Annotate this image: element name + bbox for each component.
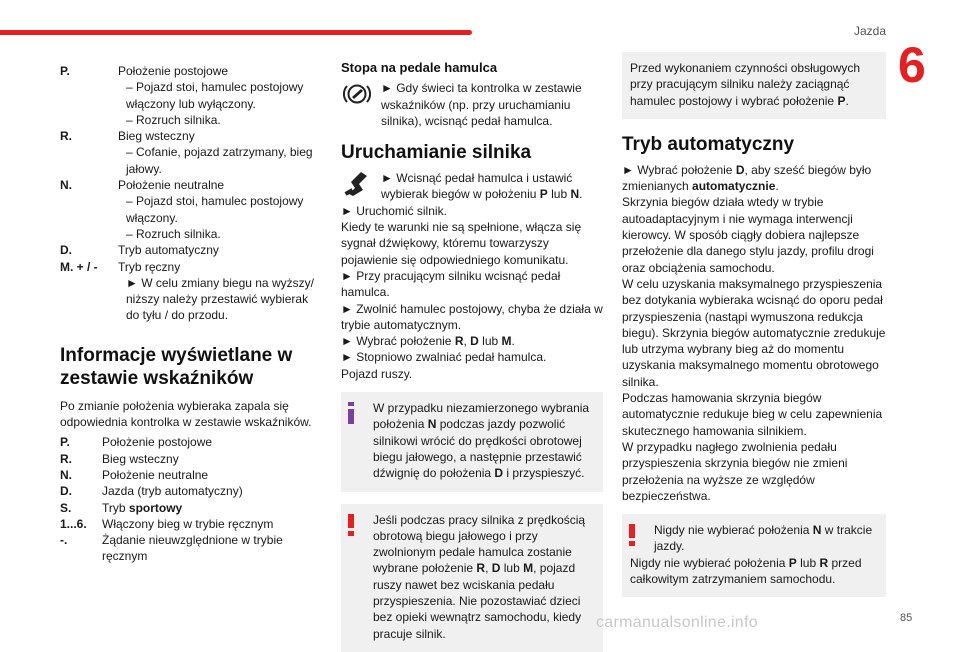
- list-item: [60, 451, 322, 467]
- paragraph: Podczas hamowania skrzynia biegów automatycznie redukuje bieg w celu zapewnienia skutecznego hamowania silnikiem.: [622, 391, 883, 438]
- position-detail: ► W celu zmiany biegu na wyższy/ niższy należy przestawić wybierak do tyłu / do przodu.: [126, 275, 314, 323]
- indicator-key: R.: [60, 451, 72, 466]
- indicator-key: N.: [60, 467, 72, 482]
- indicator-label: Włączony bieg w trybie ręcznym: [102, 516, 274, 531]
- paragraph: W przypadku nagłego zwolnienia pedału przyspieszenia skrzynia biegów nie zmieni przełożenia na wyższe ze względów bezpieczeństwa.: [622, 439, 848, 503]
- paragraph: ► Przy pracującym silniku wcisnąć pedał hamulca.: [341, 268, 561, 300]
- brake-pedal-warning-icon: [341, 80, 373, 108]
- info-icon: [347, 402, 355, 424]
- info-box: W przypadku niezamierzonego wybrania położenia N podczas jazdy pozwolić silnikowi wrócić do prędkości obrotowej biegu jałowego, a następnie przestawić dźwignię do położenia D i przyspieszyć.: [341, 392, 603, 491]
- position-key: P.: [60, 64, 70, 78]
- warning-box: Jeśli podczas pracy silnika z prędkością obrotową biegu jałowego i przy zwolnionym pedale hamulca zostanie wybrane położenie R, D lub M, pojazd ruszy nawet bez wciskania pedału przyspieszenia. Nie pozostawiać dzieci bez opieki wewnątrz samochodu, kiedy pracuje silnik.: [341, 504, 603, 652]
- position-label: Położenie postojowe: [118, 64, 229, 78]
- paragraph: ► Gdy świeci ta kontrolka w zestawie wskaźników (np. przy uruchamianiu silnika), wcisnąć pedał hamulca.: [381, 81, 582, 128]
- position-detail: – Rozruch silnika.: [126, 226, 221, 241]
- page-number: 85: [900, 612, 913, 624]
- paragraph: Po zmianie położenia wybieraka zapala się odpowiednia kontrolka w zestawie wskaźników.: [60, 398, 312, 430]
- indicator-label: Żądanie nieuwzględnione w trybie ręcznym: [102, 533, 283, 564]
- list-item: [60, 532, 322, 565]
- position-key: D.: [60, 243, 72, 258]
- top-accent-bar: [0, 30, 472, 35]
- list-item: [60, 467, 322, 483]
- position-detail: – Pojazd stoi, hamulec postojowy włączony lub wyłączony.: [126, 80, 304, 111]
- indicator-label: Jazda (tryb automatyczny): [102, 484, 243, 499]
- position-key: N.: [60, 178, 72, 193]
- indicator-label: Bieg wsteczny: [102, 451, 179, 466]
- paragraph: Pojazd ruszy.: [341, 366, 413, 381]
- warning-icon: [347, 514, 355, 536]
- paragraph: ► Wybrać położenie R, D lub M.: [341, 334, 515, 349]
- paragraph: ► Wcisnąć pedał hamulca i ustawić wybierak biegów w położeniu P lub N.: [381, 171, 583, 202]
- paragraph: ► Zwolnić hamulec postojowy, chyba że działa w trybie automatycznym.: [341, 301, 603, 332]
- indicator-label: Tryb sportowy: [102, 500, 183, 515]
- section-heading: Informacje wyświetlane w zestawie wskaźników: [60, 344, 293, 389]
- column-1: [60, 63, 322, 565]
- warning-icon: [628, 524, 636, 546]
- subsection-heading: Stopa na pedale hamulca: [341, 60, 498, 75]
- indicator-list: [60, 434, 322, 564]
- list-item: [60, 516, 322, 532]
- watermark: carmanualsonline.info: [596, 614, 758, 631]
- indicator-key: P.: [60, 435, 70, 450]
- foot-on-brake-icon: [341, 170, 373, 198]
- list-item: [60, 128, 322, 177]
- note-box: Przed wykonaniem czynności obsługowych przy pracującym silniku należy zaciągnąć hamulec postojowy i wybrać położenie P.: [622, 52, 886, 119]
- section-heading: Uruchamianie silnika: [341, 142, 532, 164]
- list-item: [60, 242, 322, 258]
- list-item: [60, 434, 322, 450]
- indicator-key: 1...6.: [60, 516, 87, 531]
- indicator-label: Położenie neutralne: [102, 467, 209, 482]
- list-item: [60, 500, 322, 516]
- paragraph: W celu uzyskania maksymalnego przyspieszenia bez dotykania wybieraka wcisnąć do oporu pedał przyspieszenia (nastąpi wymuszona redukcja biegu). Skrzynia biegów automatycznie zredukuje lub utrzyma wybrany bieg aż do momentu uzyskania maksymalnego momentu obrotowego silnika.: [622, 276, 886, 389]
- list-item: [60, 483, 322, 499]
- list-item: [60, 63, 322, 128]
- paragraph: ► Stopniowo zwalniać pedał hamulca.: [341, 350, 547, 365]
- position-label: Tryb automatyczny: [118, 243, 219, 258]
- position-label: Bieg wsteczny: [118, 129, 195, 144]
- column-3: [622, 52, 886, 597]
- indicator-key: D.: [60, 484, 72, 499]
- list-item: [60, 259, 322, 324]
- section-title: Jazda: [853, 24, 886, 38]
- indicator-key: S.: [60, 500, 72, 515]
- indicator-key: -.: [60, 533, 68, 548]
- paragraph: Kiedy te warunki nie są spełnione, włącza się sygnał dźwiękowy, któremu towarzyszy pojawienie się odpowiedniego komunikatu.: [341, 220, 582, 267]
- warning-box: Nigdy nie wybierać położenia N w trakcie jazdy. Nigdy nie wybierać położenia P lub R przed całkowitym zatrzymaniem samochodu.: [622, 514, 886, 597]
- paragraph: ► Uruchomić silnik.: [341, 203, 447, 218]
- position-key: R.: [60, 129, 72, 144]
- paragraph: ► Wybrać położenie D, aby sześć biegów było zmienianych automatycznie.: [622, 162, 872, 194]
- section-heading: Tryb automatyczny: [622, 133, 795, 155]
- gear-positions-list: [60, 63, 322, 324]
- position-detail: – Pojazd stoi, hamulec postojowy włączony.: [126, 194, 304, 225]
- indicator-label: Położenie postojowe: [102, 435, 213, 450]
- list-item: [60, 177, 322, 242]
- position-key: M. + / -: [60, 259, 98, 274]
- position-detail: – Cofanie, pojazd zatrzymany, bieg jałowy.: [126, 145, 313, 176]
- position-detail: – Rozruch silnika.: [126, 112, 221, 127]
- column-2: [341, 60, 603, 652]
- chapter-number: 6: [898, 37, 926, 93]
- position-label: Tryb ręczny: [118, 259, 181, 274]
- position-label: Położenie neutralne: [118, 178, 225, 193]
- paragraph: Skrzynia biegów działa wtedy w trybie autoadaptacyjnym i nie wymaga interwencji kierowcy. W sposób ciągły dobiera najlepsze przełożenie dla danego stylu jazdy, profilu drogi oraz obciążenia samochodu.: [622, 195, 874, 275]
